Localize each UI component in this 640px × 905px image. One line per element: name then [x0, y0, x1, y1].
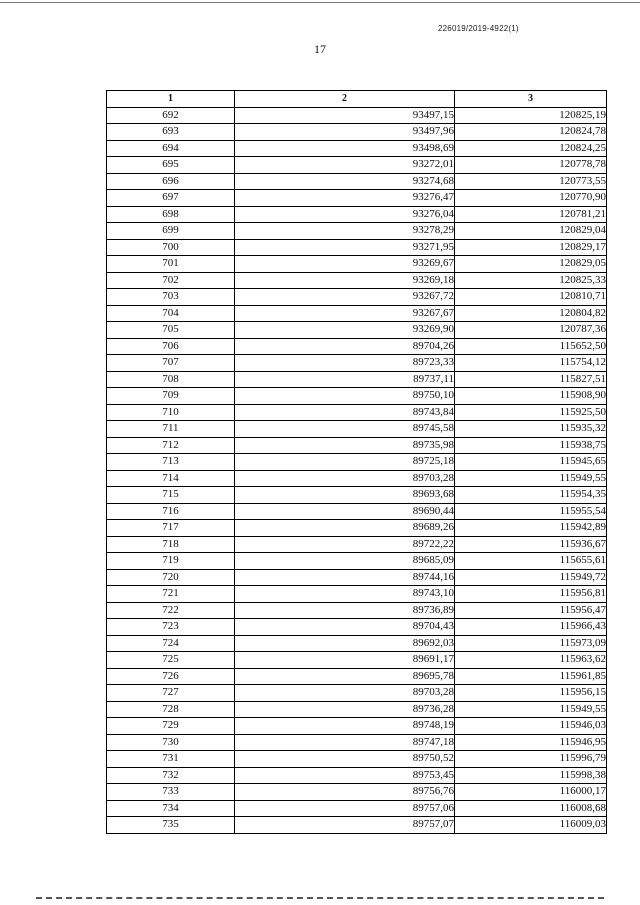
point-number-cell: 706	[107, 338, 235, 355]
point-number-cell: 717	[107, 520, 235, 537]
table-row	[107, 404, 607, 421]
y-coordinate-cell: 120810,71	[455, 289, 607, 306]
point-number-cell: 695	[107, 157, 235, 174]
x-coordinate-cell: 93267,72	[235, 289, 455, 306]
table-row	[107, 157, 607, 174]
table-row	[107, 602, 607, 619]
point-number-cell: 719	[107, 553, 235, 570]
table-row	[107, 124, 607, 141]
point-number-cell: 708	[107, 371, 235, 388]
table-row	[107, 734, 607, 751]
y-coordinate-cell: 115955,54	[455, 503, 607, 520]
x-coordinate-cell: 89685,09	[235, 553, 455, 570]
point-number-cell: 707	[107, 355, 235, 372]
x-coordinate-cell: 89704,26	[235, 338, 455, 355]
table-row	[107, 289, 607, 306]
table-row	[107, 437, 607, 454]
y-coordinate-cell: 120829,17	[455, 239, 607, 256]
y-coordinate-cell: 115949,55	[455, 470, 607, 487]
coordinates-table	[106, 90, 607, 834]
x-coordinate-cell: 89743,84	[235, 404, 455, 421]
table-row	[107, 553, 607, 570]
table-header-row	[107, 91, 607, 108]
x-coordinate-cell: 93269,18	[235, 272, 455, 289]
y-coordinate-cell: 115655,61	[455, 553, 607, 570]
y-coordinate-cell: 115827,51	[455, 371, 607, 388]
x-coordinate-cell: 93269,67	[235, 256, 455, 273]
table-row	[107, 817, 607, 834]
x-coordinate-cell: 89704,43	[235, 619, 455, 636]
x-coordinate-cell: 89722,22	[235, 536, 455, 553]
point-number-cell: 701	[107, 256, 235, 273]
x-coordinate-cell: 93497,15	[235, 107, 455, 124]
x-coordinate-cell: 89757,06	[235, 800, 455, 817]
y-coordinate-cell: 115949,72	[455, 569, 607, 586]
point-number-cell: 712	[107, 437, 235, 454]
y-coordinate-cell: 116008,68	[455, 800, 607, 817]
point-number-cell: 722	[107, 602, 235, 619]
y-coordinate-cell: 115956,47	[455, 602, 607, 619]
y-coordinate-cell: 120824,25	[455, 140, 607, 157]
point-number-cell: 713	[107, 454, 235, 471]
point-number-cell: 732	[107, 767, 235, 784]
table-row	[107, 470, 607, 487]
y-coordinate-cell: 115973,09	[455, 635, 607, 652]
table-row	[107, 751, 607, 768]
y-coordinate-cell: 115956,15	[455, 685, 607, 702]
point-number-cell: 709	[107, 388, 235, 405]
x-coordinate-cell: 89692,03	[235, 635, 455, 652]
x-coordinate-cell: 89745,58	[235, 421, 455, 438]
y-coordinate-cell: 115942,89	[455, 520, 607, 537]
y-coordinate-cell: 115938,75	[455, 437, 607, 454]
y-coordinate-cell: 115945,65	[455, 454, 607, 471]
table-row	[107, 421, 607, 438]
table-row	[107, 107, 607, 124]
y-coordinate-cell: 120825,19	[455, 107, 607, 124]
y-coordinate-cell: 115946,95	[455, 734, 607, 751]
table-row	[107, 718, 607, 735]
bottom-rule	[36, 897, 604, 899]
x-coordinate-cell: 89743,10	[235, 586, 455, 603]
y-coordinate-cell: 115998,38	[455, 767, 607, 784]
x-coordinate-cell: 89748,19	[235, 718, 455, 735]
table-row	[107, 536, 607, 553]
table-row	[107, 305, 607, 322]
x-coordinate-cell: 93269,90	[235, 322, 455, 339]
x-coordinate-cell: 89750,10	[235, 388, 455, 405]
table-row	[107, 800, 607, 817]
table-row	[107, 256, 607, 273]
y-coordinate-cell: 120778,78	[455, 157, 607, 174]
table-row	[107, 388, 607, 405]
y-coordinate-cell: 115954,35	[455, 487, 607, 504]
point-number-cell: 714	[107, 470, 235, 487]
y-coordinate-cell: 115652,50	[455, 338, 607, 355]
point-number-cell: 731	[107, 751, 235, 768]
table-row	[107, 173, 607, 190]
table-row	[107, 685, 607, 702]
y-coordinate-cell: 115908,90	[455, 388, 607, 405]
table-row	[107, 635, 607, 652]
table-row	[107, 140, 607, 157]
point-number-cell: 705	[107, 322, 235, 339]
table-row	[107, 371, 607, 388]
table-row	[107, 338, 607, 355]
y-coordinate-cell: 116000,17	[455, 784, 607, 801]
table-row	[107, 586, 607, 603]
y-coordinate-cell: 120773,55	[455, 173, 607, 190]
point-number-cell: 724	[107, 635, 235, 652]
point-number-cell: 710	[107, 404, 235, 421]
point-number-cell: 728	[107, 701, 235, 718]
x-coordinate-cell: 93271,95	[235, 239, 455, 256]
point-number-cell: 718	[107, 536, 235, 553]
point-number-cell: 733	[107, 784, 235, 801]
y-coordinate-cell: 120781,21	[455, 206, 607, 223]
point-number-cell: 696	[107, 173, 235, 190]
point-number-cell: 702	[107, 272, 235, 289]
x-coordinate-cell: 89703,28	[235, 470, 455, 487]
point-number-cell: 720	[107, 569, 235, 586]
point-number-cell: 692	[107, 107, 235, 124]
x-coordinate-cell: 93498,69	[235, 140, 455, 157]
y-coordinate-cell: 115961,85	[455, 668, 607, 685]
x-coordinate-cell: 89695,78	[235, 668, 455, 685]
table-row	[107, 239, 607, 256]
y-coordinate-cell: 120824,78	[455, 124, 607, 141]
x-coordinate-cell: 89736,89	[235, 602, 455, 619]
y-coordinate-cell: 115963,62	[455, 652, 607, 669]
page-number: 17	[314, 42, 326, 56]
y-coordinate-cell: 116009,03	[455, 817, 607, 834]
point-number-cell: 703	[107, 289, 235, 306]
point-number-cell: 730	[107, 734, 235, 751]
table-row	[107, 223, 607, 240]
table-row	[107, 569, 607, 586]
y-coordinate-cell: 120787,36	[455, 322, 607, 339]
table-row	[107, 272, 607, 289]
x-coordinate-cell: 93497,96	[235, 124, 455, 141]
point-number-cell: 727	[107, 685, 235, 702]
point-number-cell: 704	[107, 305, 235, 322]
y-coordinate-cell: 115966,43	[455, 619, 607, 636]
point-number-cell: 715	[107, 487, 235, 504]
point-number-cell: 721	[107, 586, 235, 603]
top-rule	[0, 2, 640, 3]
table-row	[107, 784, 607, 801]
x-coordinate-cell: 89703,28	[235, 685, 455, 702]
point-number-cell: 725	[107, 652, 235, 669]
y-coordinate-cell: 120804,82	[455, 305, 607, 322]
point-number-cell: 693	[107, 124, 235, 141]
x-coordinate-cell: 89693,68	[235, 487, 455, 504]
column-header-3: 3	[455, 91, 607, 108]
x-coordinate-cell: 89725,18	[235, 454, 455, 471]
table-row	[107, 701, 607, 718]
x-coordinate-cell: 93278,29	[235, 223, 455, 240]
x-coordinate-cell: 89690,44	[235, 503, 455, 520]
point-number-cell: 729	[107, 718, 235, 735]
point-number-cell: 694	[107, 140, 235, 157]
x-coordinate-cell: 89735,98	[235, 437, 455, 454]
y-coordinate-cell: 120770,90	[455, 190, 607, 207]
x-coordinate-cell: 89747,18	[235, 734, 455, 751]
y-coordinate-cell: 115936,67	[455, 536, 607, 553]
table-row	[107, 454, 607, 471]
column-header-1: 1	[107, 91, 235, 108]
table-row	[107, 322, 607, 339]
table-row	[107, 503, 607, 520]
x-coordinate-cell: 93276,47	[235, 190, 455, 207]
point-number-cell: 698	[107, 206, 235, 223]
table-row	[107, 767, 607, 784]
point-number-cell: 734	[107, 800, 235, 817]
table-row	[107, 619, 607, 636]
x-coordinate-cell: 89691,17	[235, 652, 455, 669]
table-row	[107, 206, 607, 223]
point-number-cell: 700	[107, 239, 235, 256]
x-coordinate-cell: 89737,11	[235, 371, 455, 388]
y-coordinate-cell: 115935,32	[455, 421, 607, 438]
y-coordinate-cell: 120825,33	[455, 272, 607, 289]
point-number-cell: 723	[107, 619, 235, 636]
table-body	[107, 107, 607, 833]
table-row	[107, 668, 607, 685]
document-reference: 226019/2019-4922(1)	[438, 24, 519, 33]
point-number-cell: 716	[107, 503, 235, 520]
x-coordinate-cell: 89744,16	[235, 569, 455, 586]
y-coordinate-cell: 115996,79	[455, 751, 607, 768]
y-coordinate-cell: 120829,05	[455, 256, 607, 273]
x-coordinate-cell: 93267,67	[235, 305, 455, 322]
y-coordinate-cell: 115946,03	[455, 718, 607, 735]
y-coordinate-cell: 115754,12	[455, 355, 607, 372]
table-row	[107, 355, 607, 372]
table-row	[107, 487, 607, 504]
table-row	[107, 652, 607, 669]
table-row	[107, 190, 607, 207]
x-coordinate-cell: 89723,33	[235, 355, 455, 372]
point-number-cell: 735	[107, 817, 235, 834]
x-coordinate-cell: 89736,28	[235, 701, 455, 718]
table-row	[107, 520, 607, 537]
x-coordinate-cell: 93276,04	[235, 206, 455, 223]
x-coordinate-cell: 89689,26	[235, 520, 455, 537]
point-number-cell: 699	[107, 223, 235, 240]
y-coordinate-cell: 115956,81	[455, 586, 607, 603]
column-header-2: 2	[235, 91, 455, 108]
point-number-cell: 711	[107, 421, 235, 438]
x-coordinate-cell: 89750,52	[235, 751, 455, 768]
x-coordinate-cell: 93274,68	[235, 173, 455, 190]
y-coordinate-cell: 115949,55	[455, 701, 607, 718]
y-coordinate-cell: 115925,50	[455, 404, 607, 421]
y-coordinate-cell: 120829,04	[455, 223, 607, 240]
x-coordinate-cell: 89757,07	[235, 817, 455, 834]
x-coordinate-cell: 93272,01	[235, 157, 455, 174]
point-number-cell: 726	[107, 668, 235, 685]
x-coordinate-cell: 89756,76	[235, 784, 455, 801]
x-coordinate-cell: 89753,45	[235, 767, 455, 784]
point-number-cell: 697	[107, 190, 235, 207]
